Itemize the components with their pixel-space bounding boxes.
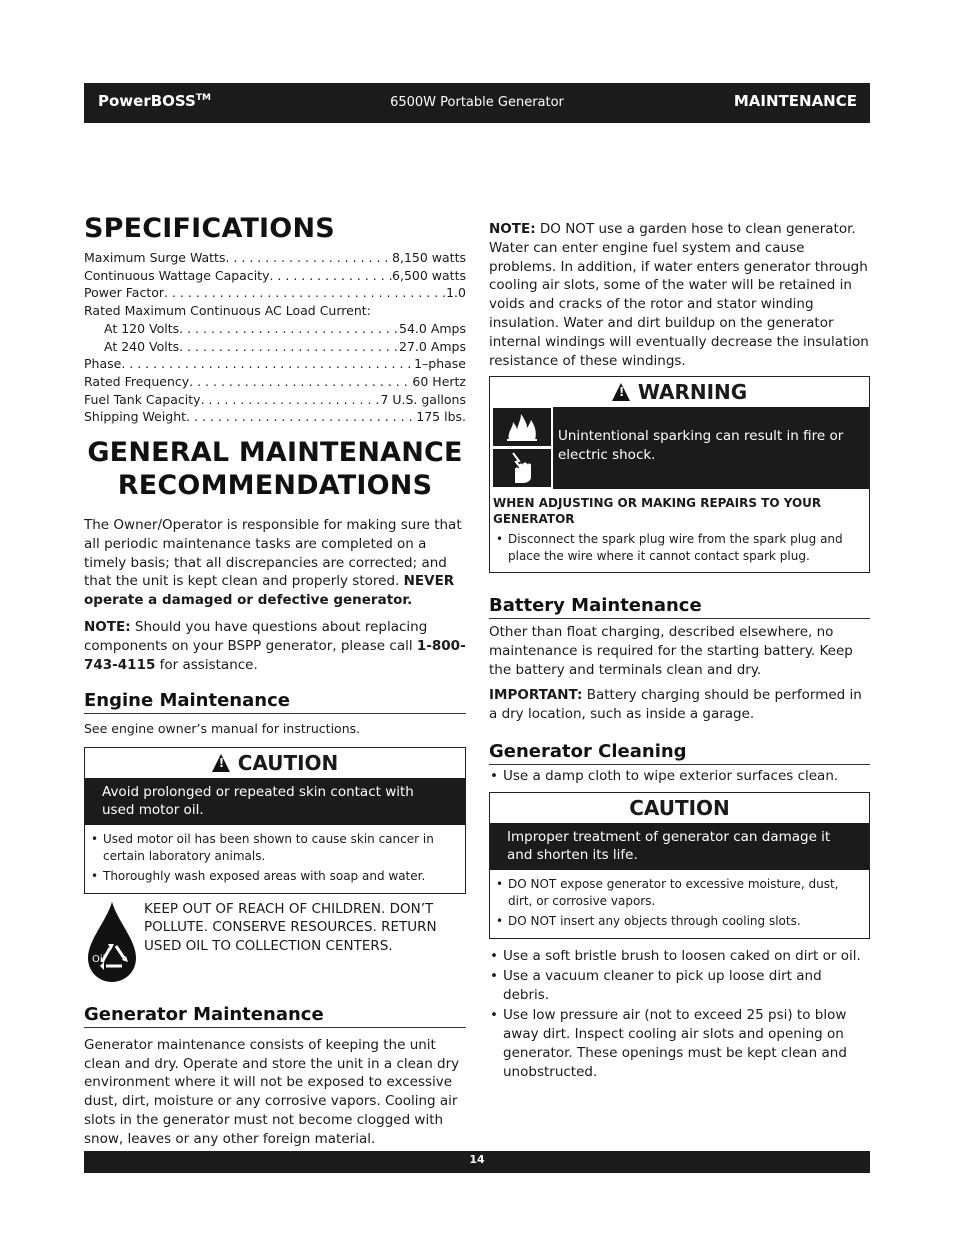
list-item: • Used motor oil has been shown to cause skin cancer in certain laboratory animals.: [89, 831, 459, 864]
list-item: • Use low pressure air (not to exceed 25 psi) to blow away dirt. Inspect cooling air slots and opening on generator. These openings must be kept clean and unobstructed.: [489, 1006, 870, 1082]
generator-cleaning-heading: Generator Cleaning: [489, 741, 870, 765]
dot-leader: [164, 284, 446, 302]
warning-title: WARNING: [637, 380, 748, 405]
spec-label: Rated Maximum Continuous AC Load Current:: [84, 303, 371, 319]
oil-drop-recycle-icon: [84, 900, 140, 984]
warning-message: Unintentional sparking can result in fire or electric shock.: [558, 428, 844, 463]
document-subtitle: 6500W Portable Generator: [390, 95, 564, 110]
warning-triangle-icon: !: [212, 754, 230, 772]
spec-label: Maximum Surge Watts: [84, 250, 226, 265]
spec-row: [84, 267, 466, 285]
dot-leader: [121, 355, 414, 373]
battery-maintenance-heading: Battery Maintenance: [489, 595, 870, 619]
svg-text:Oil: Oil: [92, 953, 106, 965]
spec-value: 1–phase: [414, 356, 466, 372]
warning-box: [489, 376, 870, 573]
dot-leader: [225, 249, 392, 267]
dot-leader: [189, 373, 412, 391]
caution-message: Avoid prolonged or repeated skin contact with used motor oil.: [85, 778, 465, 825]
list-item: • Thoroughly wash exposed areas with soap and water.: [89, 868, 459, 885]
oil-recycle-notice: [84, 900, 466, 984]
spec-row: [84, 391, 466, 409]
spec-value: 1.0: [446, 285, 466, 301]
right-column: [489, 220, 870, 1083]
dot-leader: [186, 408, 416, 426]
engine-caution-box: [84, 747, 466, 894]
spec-value: 6,500 watts: [392, 267, 466, 283]
spec-value: 27.0 Amps: [399, 338, 466, 354]
warning-list: [490, 529, 869, 572]
list-item: • Disconnect the spark plug wire from the spark plug and place the wire where it cannot contact spark plug.: [494, 531, 863, 564]
spec-label: Rated Frequency: [84, 373, 190, 389]
cleaning-list: [489, 947, 870, 1082]
spec-row: [84, 320, 466, 338]
battery-important: IMPORTANT: Battery charging should be performed in a dry location, such as inside a garage.: [489, 686, 862, 722]
generator-maintenance-text: Generator maintenance consists of keeping the unit clean and dry. Operate and store the unit in a clean dry environment where it will not be exposed to excessive dust, dirt, moisture or any corrosive vapors. Cooling air slots in the generator must not become clogged with snow, leaves or any other foreign material.: [84, 1036, 460, 1147]
spec-row: [84, 284, 466, 302]
spec-value: 175 lbs.: [416, 409, 466, 425]
cleaning-caution-box: [489, 792, 870, 939]
cleaning-first-list: [489, 767, 870, 786]
engine-maintenance-heading: Engine Maintenance: [84, 690, 466, 714]
engine-text: See engine owner’s manual for instructions.: [84, 721, 361, 737]
phone-number: 1-800-743-4115: [84, 637, 466, 673]
caution-list: [490, 870, 869, 938]
hose-note: NOTE: DO NOT use a garden hose to clean generator. Water can enter engine fuel system and cause problems. In addition, if water enters generator through cooling air slots, some of the water will be retained in voids and cracks of the rotor and stator winding insulation. Water and dirt buildup on the generator internal windings will eventually decrease the insulation resistance of these windings.: [489, 221, 869, 369]
dot-leader: [179, 320, 399, 338]
spec-row: [84, 373, 466, 391]
spec-row: [84, 355, 466, 373]
list-item: • Use a damp cloth to wipe exterior surfaces clean.: [489, 767, 870, 786]
section-label: MAINTENANCE: [733, 92, 857, 110]
spec-label: At 240 Volts: [104, 338, 180, 354]
specifications-heading: SPECIFICATIONS: [84, 213, 335, 244]
specifications-table: [84, 249, 466, 426]
electric-shock-icon: [490, 448, 553, 489]
spec-row: [84, 338, 466, 356]
page-footer: [84, 1151, 870, 1173]
fire-icon: [490, 407, 553, 448]
caution-list: [85, 825, 465, 893]
spec-row: [84, 302, 466, 320]
spec-row: [84, 408, 466, 426]
spec-value: 60 Hertz: [412, 373, 466, 389]
spec-label: Fuel Tank Capacity: [84, 391, 201, 407]
spec-row: [84, 249, 466, 267]
spec-label: Shipping Weight: [84, 409, 187, 425]
spec-label: At 120 Volts: [104, 320, 180, 336]
spec-label: Power Factor: [84, 285, 165, 301]
list-item: • DO NOT insert any objects through cooling slots.: [494, 913, 863, 930]
list-item: • DO NOT expose generator to excessive moisture, dust, dirt, or corrosive vapors.: [494, 876, 863, 909]
left-column: [84, 212, 466, 1148]
dot-leader: [201, 391, 381, 409]
spec-value: 8,150 watts: [392, 250, 466, 265]
spec-value: 54.0 Amps: [399, 320, 466, 336]
spec-label: Phase: [84, 356, 122, 372]
battery-text: Other than float charging, described elsewhere, no maintenance is required for the starting battery. Keep the battery and terminals clean and dry.: [489, 624, 853, 678]
oil-notice-text: KEEP OUT OF REACH OF CHILDREN. DON’T POLLUTE. CONSERVE RESOURCES. RETURN USED OIL TO COLLECTION CENTERS.: [144, 900, 437, 954]
general-paragraph: The Owner/Operator is responsible for making sure that all periodic maintenance tasks are completed on a timely basis; that all discrepancies are corrected; and that the unit is kept clean and properly stored. NEVER operate a damaged or defective generator.: [84, 517, 462, 609]
caution-title: CAUTION: [629, 796, 730, 821]
dot-leader: [179, 338, 399, 356]
general-note: NOTE: Should you have questions about replacing components on your BSPP generator, please call 1-800-743-4115 for assistance.: [84, 619, 466, 673]
dot-leader: [269, 267, 392, 285]
list-item: • Use a soft bristle brush to loosen caked on dirt or oil.: [489, 947, 870, 966]
caution-message: Improper treatment of generator can damage it and shorten its life.: [490, 823, 869, 870]
generator-maintenance-heading: Generator Maintenance: [84, 1004, 466, 1028]
caution-title: CAUTION: [237, 751, 339, 776]
page-header: [84, 83, 870, 123]
warning-triangle-icon: !: [612, 383, 630, 401]
list-item: • Use a vacuum cleaner to pick up loose dirt and debris.: [489, 967, 870, 1005]
spec-label: Continuous Wattage Capacity: [84, 267, 270, 283]
page-number: 14: [469, 1153, 485, 1166]
spec-value: 7 U.S. gallons: [380, 391, 466, 407]
brand-name: PowerBOSS™: [98, 92, 211, 110]
warning-subheading: WHEN ADJUSTING OR MAKING REPAIRS TO YOUR GENERATOR: [493, 496, 822, 527]
general-maintenance-heading: GENERAL MAINTENANCE RECOMMENDATIONS: [87, 437, 463, 502]
